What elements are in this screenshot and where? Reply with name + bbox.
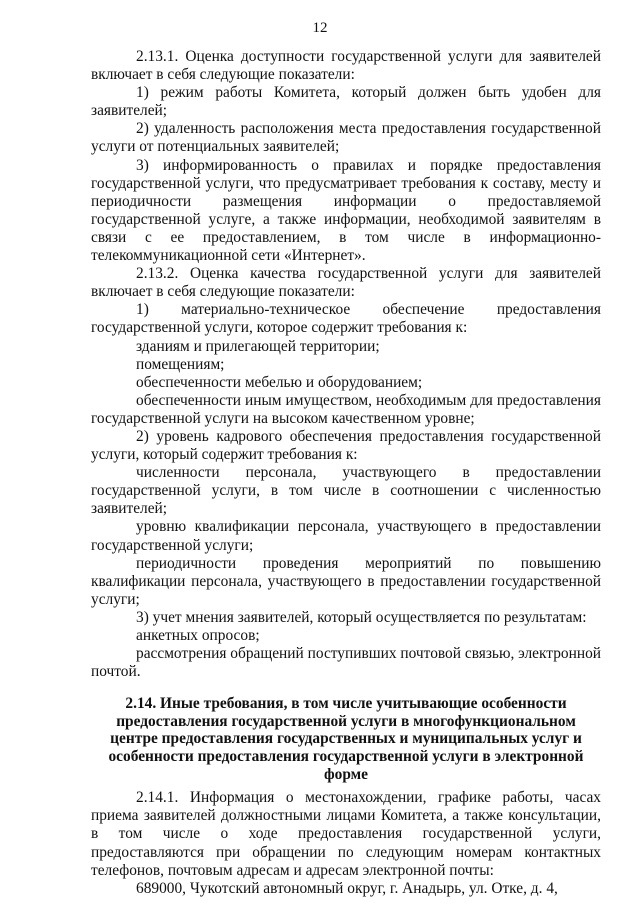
list-item: рассмотрения обращений поступивших почтовой связью, электронной почтой. — [91, 645, 601, 681]
list-item: обеспеченности мебелью и оборудованием; — [136, 373, 423, 391]
page-number: 12 — [312, 20, 328, 36]
list-item: анкетных опросов; — [136, 627, 260, 644]
paragraph: 1) режим работы Комитета, который должен быть удобен для заявителей; — [91, 84, 601, 120]
paragraph: 2) уровень кадрового обеспечения предоставления государственной услуги, который содержит требования к: — [91, 427, 601, 464]
paragraph: 3) учет мнения заявителей, который осуществляется по результатам: — [136, 608, 587, 626]
list-item: зданиям и прилегающей территории; — [136, 337, 380, 355]
document-body — [91, 48, 601, 898]
list-item: численности персонала, участвующего в предоставлении государственной услуги, в том числе в соотношении с численностью заявителей; — [91, 464, 601, 518]
section-heading: 2.14. Иные требования, в том числе учитывающие особенности предоставления государственной услуги в многофункциональном центре предоставления государственных и муниципальных услуг и особенности предоставления государственной услуги в электронной форме — [108, 695, 584, 783]
paragraph: 2.13.2. Оценка качества государственной услуги для заявителей включает в себя следующие показатели: — [91, 265, 601, 301]
list-item: помещениям; — [136, 355, 225, 373]
list-item: обеспеченности иным имуществом, необходимым для предоставления государственной услуги на высоком качественном уровне; — [91, 391, 601, 427]
paragraph: 2.14.1. Информация о местонахождении, графике работы, часах приема заявителей должностными лицами Комитета, а также консультации, в том числе о ходе предоставления государственной услуги, предоставляются при обращении по следующим номерам контактных телефонов, почтовым адресам и адресам электронной почты: — [91, 789, 601, 879]
list-item: периодичности проведения мероприятий по повышению квалификации персонала, участвующего в предоставлении государственной услуги; — [91, 554, 601, 608]
paragraph: 2) удаленность расположения места предоставления государственной услуги от потенциальных заявителей; — [91, 120, 601, 156]
address-line: 689000, Чукотский автономный округ, г. Анадырь, ул. Отке, д. 4, — [136, 879, 558, 897]
paragraph: 3) информированность о правилах и порядке предоставления государственной услуги, что предусматривает требования к составу, месту и периодичности размещения информации о предоставляемой государственной услуге, а также информации, необходимой заявителям в связи с ее предоставлением, в том числе в информационно-телекоммуникационной сети «Интернет». — [91, 156, 601, 265]
paragraph: 1) материально-техническое обеспечение предоставления государственной услуги, которое содержит требования к: — [91, 301, 601, 337]
list-item: уровню квалификации персонала, участвующего в предоставлении государственной услуги; — [91, 518, 601, 554]
paragraph: 2.13.1. Оценка доступности государственной услуги для заявителей включает в себя следующие показатели: — [91, 48, 601, 84]
